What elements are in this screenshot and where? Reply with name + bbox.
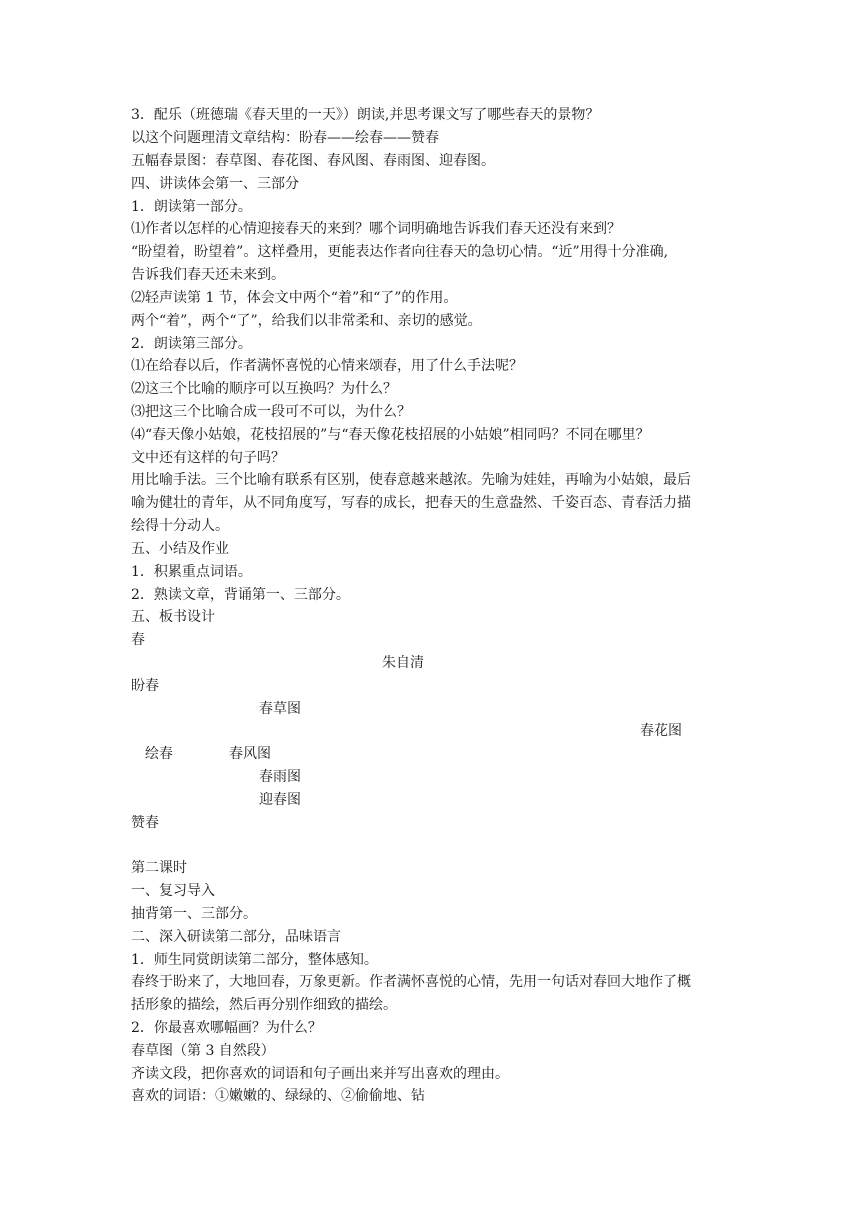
text-line: 齐读文段，把你喜欢的词语和句子画出来并写出喜欢的理由。 [131,1066,509,1082]
section-heading: 五、板书设计 [131,609,215,625]
text-line: 3．配乐（班德瑞《春天里的一天》）朗读,并思考课文写了哪些春天的景物？ [131,107,600,123]
text-line: 1．积累重点词语。 [131,564,252,580]
text-line: 喜欢的词语：①嫩嫩的、绿绿的、②偷偷地、钻 [131,1088,425,1104]
section-heading: 五、小结及作业 [131,541,229,557]
board-item: 春花图 [640,723,682,739]
section-heading: 二、深入研读第二部分，品味语言 [131,929,341,945]
text-line: 1．朗读第一部分。 [131,199,252,215]
text-line: ⑵这三个比喻的顺序可以互换吗？为什么？ [131,381,397,397]
text-line: 1．师生同赏朗读第二部分，整体感知。 [131,952,378,968]
board-title: 春 [131,632,145,648]
text-line: “盼望着，盼望着”。这样叠用，更能表达作者向往春天的急切心情。“近”用得十分准确, [131,244,669,260]
text-line: ⑵轻声读第 1 节，体会文中两个“着”和“了”的作用。 [131,290,458,306]
text-line: 2．你最喜欢哪幅画？为什么？ [131,1020,322,1036]
text-line: ⑶把这三个比喻合成一段可不可以，为什么？ [131,404,411,420]
text-line: 春草图（第 3 自然段） [131,1043,275,1059]
text-line: ⑷“春天像小姑娘，花枝招展的”与“春天像花枝招展的小姑娘”相同吗？不同在哪里？ [131,427,650,443]
text-line: 抽背第一、三部分。 [131,906,257,922]
board-item: 赞春 [131,815,159,831]
board-item: 盼春 [131,678,159,694]
text-line: 告诉我们春天还未来到。 [131,267,285,283]
text-line: 以这个问题理清文章结构：盼春——绘春——赞春 [131,130,439,146]
lesson-heading: 第二课时 [131,860,187,876]
text-line: 五幅春景图：春草图、春花图、春风图、春雨图、迎春图。 [131,153,495,169]
text-line: 春终于盼来了，大地回春，万象更新。作者满怀喜悦的心情，先用一句话对春回大地作了概 [131,974,691,990]
board-author: 朱自清 [382,655,424,671]
text-line: 2．熟读文章，背诵第一、三部分。 [131,587,350,603]
text-line: ⑴在给春以后，作者满怀喜悦的心情来颂春，用了什么手法呢？ [131,358,523,374]
board-item: 春风图 [229,746,271,762]
board-item: 绘春 [145,746,173,762]
board-item: 迎春图 [259,792,301,808]
text-line: 喻为健壮的青年，从不同角度写，写春的成长，把春天的生意盎然、千姿百态、青春活力描 [131,495,691,511]
text-line: 绘得十分动人。 [131,518,229,534]
text-line: 2．朗读第三部分。 [131,336,252,352]
text-line: 两个“着”，两个“了”，给我们以非常柔和、亲切的感觉。 [131,313,482,329]
text-line: ⑴作者以怎样的心情迎接春天的来到？哪个词明确地告诉我们春天还没有来到？ [131,221,621,237]
text-line: 文中还有这样的句子吗？ [131,450,285,466]
board-item: 春草图 [259,701,301,717]
text-line: 括形象的描绘，然后再分别作细致的描绘。 [131,997,397,1013]
text-line: 用比喻手法。三个比喻有联系有区别，使春意越来越浓。先喻为娃娃，再喻为小姑娘，最后 [131,472,691,488]
section-heading: 一、复习导入 [131,883,215,899]
board-item: 春雨图 [259,769,301,785]
section-heading: 四、讲读体会第一、三部分 [131,176,299,192]
